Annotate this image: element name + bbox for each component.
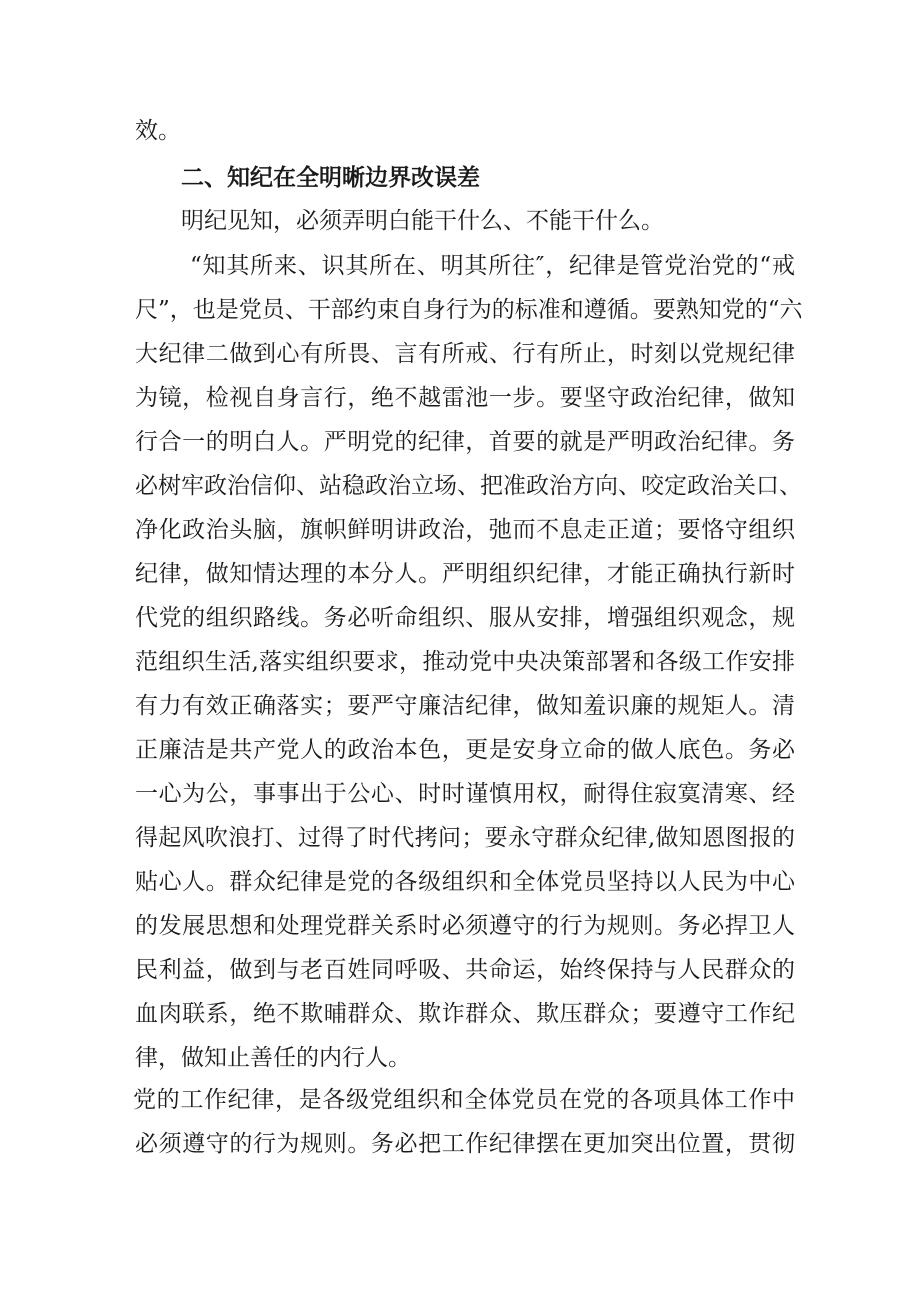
body-line: 党的工作纪律，是各级党组织和全体党员在党的各项具体工作中 (133, 1087, 795, 1113)
body-line: 律，做知止善任的内行人。 (135, 1045, 411, 1071)
body-line: 行合一的明白人。严明党的纪律，首要的就是严明政治纪律。务 (135, 429, 795, 455)
body-line: 纪律，做知情达理的本分人。严明组织纪律，才能正确执行新时 (135, 561, 795, 587)
body-line: 代党的组织路线。务必听命组织、服从安排，增强组织观念，规 (135, 605, 795, 631)
body-line: 必树牢政治信仰、站稳政治立场、把准政治方向、咬定政治关口、 (135, 473, 802, 499)
body-line: 范组织生活,落实组织要求，推动党中央决策部署和各级工作安排 (135, 649, 795, 675)
body-line: 一心为公，事事出于公心、时时谨慎用权，耐得住寂寞清寒、经 (135, 781, 795, 807)
body-line: 血肉联系，绝不欺晡群众、欺诈群众、欺压群众；要遵守工作纪 (135, 1001, 795, 1027)
body-line: 贴心人。群众纪律是党的各级组织和全体党员坚持以人民为中心 (135, 869, 795, 895)
body-line: 的发展思想和处理党群关系时必须遵守的行为规则。务必捍卫人 (135, 913, 795, 939)
body-line: “知其所来、识其所在、明其所往″，纪律是管党治党的“戒 (190, 253, 795, 279)
section-heading: 二、知纪在全明晰边界改误差 (181, 165, 480, 191)
body-line: 净化政治头脑，旗帜鲜明讲政治，弛而不息走正道；要恪守组织 (135, 517, 795, 543)
body-line: 为镜，检视自身言行，绝不越雷池一步。要坚守政治纪律，做知 (135, 385, 795, 411)
body-line: 有力有效正确落实；要严守廉洁纪律，做知羞识廉的规矩人。清 (135, 693, 795, 719)
body-line: 大纪律二做到心有所畏、言有所戒、行有所止，时刻以党规纪律 (135, 341, 795, 367)
intro-line: 明纪见知，必须弄明白能干什么、不能干什么。 (181, 208, 664, 234)
body-line: 尺”，也是党员、干部约束自身行为的标准和遵循。要熟知党的“六 (135, 297, 803, 323)
body-line: 必须遵守的行为规则。务必把工作纪律摆在更加突出位置，贯彻 (135, 1131, 795, 1157)
paragraph-tail: 效。 (135, 118, 181, 144)
body-line: 得起风吹浪打、过得了时代拷问；要永守群众纪律,做知恩图报的 (135, 825, 795, 851)
body-line: 民利益，做到与老百姓同呼吸、共命运，始终保持与人民群众的 (135, 957, 795, 983)
body-line: 正廉洁是共产党人的政治本色，更是安身立命的做人底色。务必 (135, 737, 795, 763)
